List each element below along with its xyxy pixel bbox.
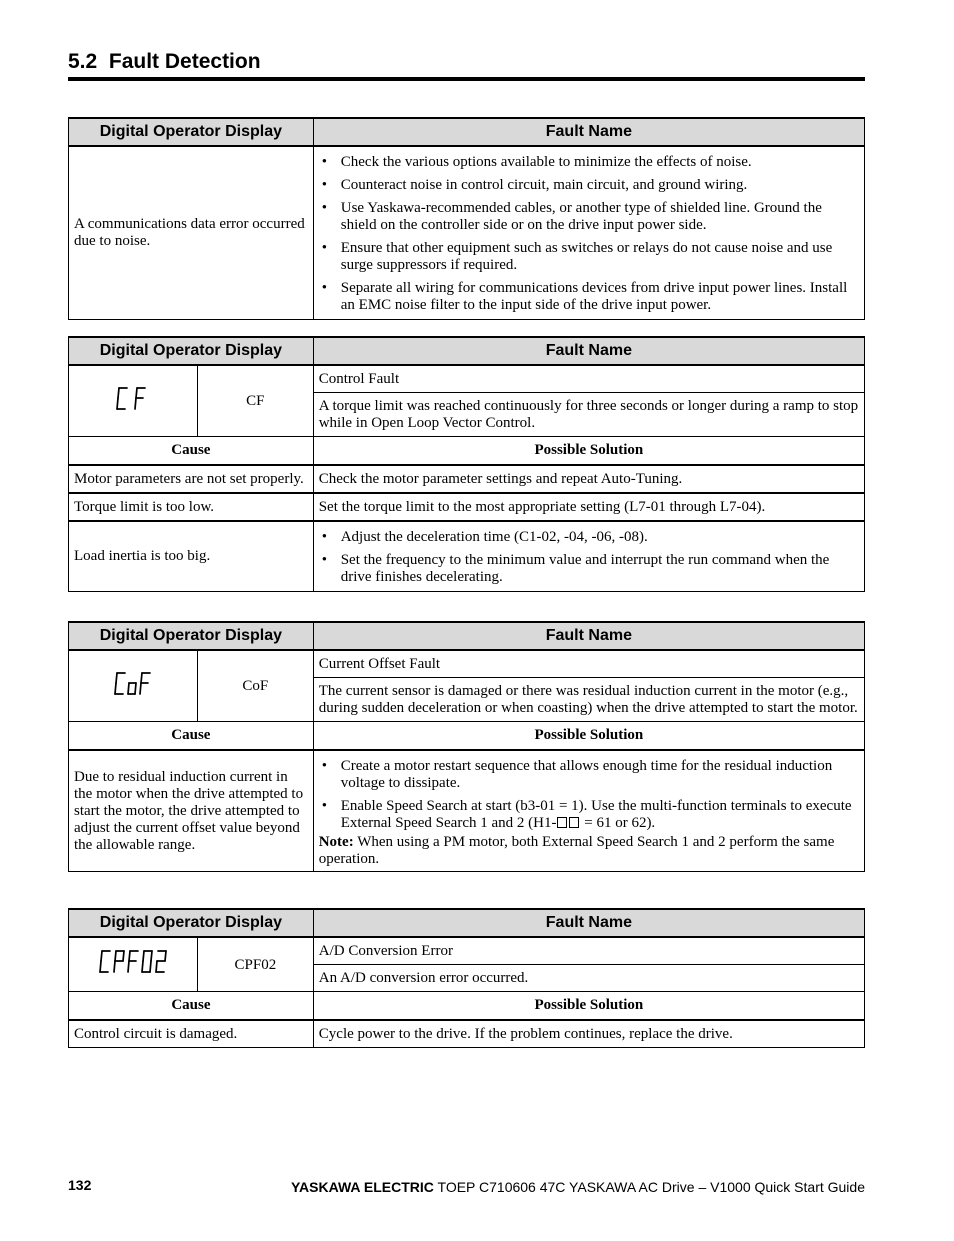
- note-text: When using a PM motor, both External Speed Search 1 and 2 perform the same operation.: [318, 833, 835, 867]
- note: [319, 834, 859, 868]
- solution-text: = 61 or 62).: [580, 814, 656, 831]
- fault-name: Control Fault: [313, 365, 864, 392]
- solution-cell: Set the torque limit to the most appropriate setting (L7-01 through L7-04).: [313, 493, 864, 521]
- placeholder-boxes-icon: [556, 815, 580, 832]
- fault-table-cof: [68, 621, 865, 872]
- solution-text: Enable Speed Search at start (b3-01 = 1). Use the multi-function terminals to execute External Speed Search 1 and 2 (H1-: [340, 797, 852, 831]
- solution-item: • Ensure that other equipment such as switches or relays do not cause noise and use surge suppressors if required.: [319, 240, 859, 274]
- header-possible-solution: Possible Solution: [313, 721, 864, 749]
- cause-cell: Torque limit is too low.: [69, 493, 314, 521]
- header-digital-operator-display: Digital Operator Display: [69, 118, 314, 146]
- page-number: 132: [68, 1177, 92, 1193]
- fault-table-continued: [68, 117, 865, 320]
- solution-item: • Counteract noise in control circuit, main circuit, and ground wiring.: [319, 177, 859, 194]
- footer-doc: TOEP C710606 47C YASKAWA AC Drive – V1000 Quick Start Guide: [437, 1179, 865, 1195]
- seven-segment-cpf02-icon: [69, 937, 198, 991]
- seven-segment-cof-icon: [69, 650, 198, 721]
- cause-cell: Control circuit is damaged.: [69, 1020, 314, 1047]
- header-possible-solution: Possible Solution: [313, 436, 864, 464]
- note-label: Note:: [318, 833, 354, 850]
- section-name: Fault Detection: [108, 50, 261, 73]
- header-cause: Cause: [69, 991, 314, 1019]
- header-fault-name: Fault Name: [313, 118, 864, 146]
- solution-cell: Cycle power to the drive. If the problem continues, replace the drive.: [313, 1020, 864, 1047]
- fault-table-cpf02: [68, 908, 865, 1048]
- solution-item: • Check the various options available to minimize the effects of noise.: [319, 154, 859, 171]
- header-cause: Cause: [69, 436, 314, 464]
- solution-item: [319, 798, 859, 832]
- fault-name: A/D Conversion Error: [313, 937, 864, 964]
- seven-segment-cf-icon: [69, 365, 198, 436]
- section-number: 5.2: [68, 50, 98, 73]
- header-cause: Cause: [69, 721, 314, 749]
- solution-item: • Separate all wiring for communications devices from drive input power lines. Install an EMC noise filter to the input side of the drive input power.: [319, 280, 859, 314]
- header-fault-name: Fault Name: [313, 337, 864, 365]
- solution-item: • Use Yaskawa-recommended cables, or another type of shielded line. Ground the shield on the controller side or on the drive input power side.: [319, 200, 859, 234]
- header-digital-operator-display: Digital Operator Display: [69, 622, 314, 650]
- cause-cell: Load inertia is too big.: [69, 521, 314, 591]
- footer-brand: YASKAWA ELECTRIC: [291, 1179, 434, 1195]
- solution-item: • Create a motor restart sequence that allows enough time for the residual induction voltage to dissipate.: [319, 758, 859, 792]
- cause-cell: A communications data error occurred due to noise.: [69, 146, 314, 319]
- section-title: [68, 50, 261, 74]
- footer-text: [291, 1179, 865, 1195]
- fault-description: The current sensor is damaged or there was residual induction current in the motor (e.g., during sudden deceleration or when coasting) when the drive attempted to start the motor.: [313, 678, 864, 722]
- header-digital-operator-display: Digital Operator Display: [69, 337, 314, 365]
- fault-table-cf: [68, 336, 865, 592]
- header-possible-solution: Possible Solution: [313, 991, 864, 1019]
- cause-cell: Motor parameters are not set properly.: [69, 465, 314, 493]
- title-rule: [68, 77, 865, 81]
- header-fault-name: Fault Name: [313, 909, 864, 937]
- display-code: CPF02: [197, 937, 313, 991]
- fault-name: Current Offset Fault: [313, 650, 864, 677]
- solution-cell: [313, 750, 864, 872]
- fault-description: A torque limit was reached continuously for three seconds or longer during a ramp to stop while in Open Loop Vector Control.: [313, 393, 864, 437]
- header-digital-operator-display: Digital Operator Display: [69, 909, 314, 937]
- cause-cell: Due to residual induction current in the motor when the drive attempted to start the motor, the drive attempted to adjust the current offset value beyond the allowable range.: [69, 750, 314, 872]
- fault-description: An A/D conversion error occurred.: [313, 965, 864, 992]
- solution-item: • Set the frequency to the minimum value and interrupt the run command when the drive finishes decelerating.: [319, 552, 859, 586]
- solution-item: • Adjust the deceleration time (C1-02, -04, -06, -08).: [319, 529, 859, 546]
- header-fault-name: Fault Name: [313, 622, 864, 650]
- display-code: CoF: [197, 650, 313, 721]
- display-code: CF: [197, 365, 313, 436]
- solution-cell: Check the motor parameter settings and repeat Auto-Tuning.: [313, 465, 864, 493]
- solution-cell: [313, 146, 864, 319]
- solution-cell: [313, 521, 864, 591]
